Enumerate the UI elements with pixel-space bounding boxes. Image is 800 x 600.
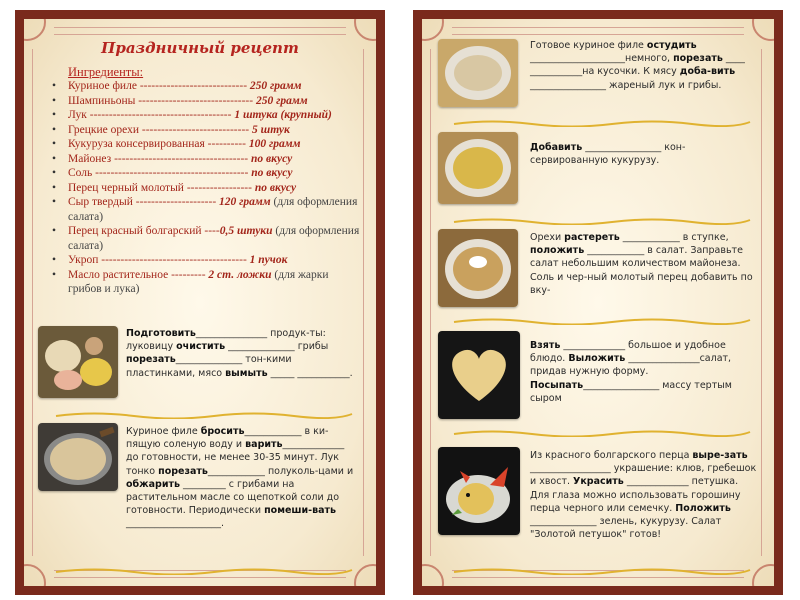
step-text-prepare: Подготовить_______________ продук-ты: луковицу очистить ______________ грибы порезать______________ тон-кими пластинками, мясо вымыть _____ ___________. [126,328,353,379]
ingredient-amount: 1 пучок [249,254,288,266]
ingredient-dash: ---- [201,225,220,237]
ingredient-name: Кукуруза консервированная [68,138,205,150]
ingredient-item [46,123,364,138]
divider-swirl [452,429,752,437]
step-photo-chicken [438,39,518,107]
ingredient-item [46,268,364,297]
left-paper [24,19,376,586]
ingredient-name: Перец красный болгарский [68,225,202,237]
ingredients-list [46,79,364,297]
divider-swirl [452,119,752,127]
ingredient-item [46,108,364,123]
ingredient-dash: --------- [168,268,209,281]
step-photo-ingredients [38,326,118,398]
ingredient-name: Перец черный молотый [68,181,184,194]
ingredients-header: Ингредиенты: [68,65,144,79]
corner-ornament [24,19,46,41]
ingredient-item [46,166,364,181]
ingredient-name: Грецкие орехи [68,123,140,136]
step-text-cook: Куриное филе бросить____________ в ки-пящую соленую воду и варить_____________ до готовности, не менее 30-35 минут. Лук тонко порезать____________ полуколь-цами и обжарить _________ с грибами на растительном масле со щепоткой соли до готовности. Периодически помеши-вать ____________________. [126,426,354,530]
ingredient-name: Укроп [68,254,99,266]
border-ornament [761,49,766,556]
corner-ornament [354,564,376,586]
ingredient-item [46,79,364,94]
ingredient-amount: 250 грамм [255,94,308,107]
corner-ornament [422,564,444,586]
step-photo-rooster [438,447,520,535]
ingredient-amount: 250 грамм [249,80,302,92]
divider-swirl [452,567,752,575]
left-recipe-card [15,10,385,595]
ingredient-dash: ------------------------------------- [86,109,235,121]
ingredient-name: Сыр твердый [68,196,133,208]
ingredient-amount: по вкусу [251,167,293,179]
step-text-chill: Готовое куриное филе остудить ____________________немного, порезать ____ ___________на кусочки. К мясу доба-вить ________________ жареный лук и грибы. [530,40,745,91]
step-photo-corn [438,132,518,204]
ingredient-dash: ---------------------------- [136,80,250,92]
ingredient-amount: 5 штук [252,123,290,136]
ingredient-item [46,94,364,109]
ingredient-name: Лук [68,109,87,121]
corner-ornament [354,19,376,41]
ingredient-item [46,224,364,253]
corner-ornament [752,19,774,41]
ingredient-note: (для оформления салата) [68,225,360,252]
divider-swirl [452,217,752,225]
ingredient-amount: 2 ст. ложки [208,268,272,281]
ingredient-name: Соль [68,167,93,179]
ingredient-dash: ---------------------------- [139,123,252,136]
ingredient-dash: ---------------------------------------- [92,167,252,179]
ingredient-name: Майонез [68,152,112,165]
ingredient-amount: 0,5 штуки [219,225,273,237]
ingredient-item [46,181,364,196]
divider-swirl [54,411,354,419]
ingredient-dash: ------------------------------ [135,94,256,107]
border-ornament [430,49,435,556]
ingredient-amount: по вкусу [254,181,297,194]
corner-ornament [422,19,444,41]
ingredient-item [46,137,364,152]
ingredient-note: (для оформления салата) [68,196,358,223]
ingredient-dash: ----------------------------------- [111,152,251,165]
corner-ornament [24,564,46,586]
step-photo-frying [38,423,118,491]
divider-swirl [452,317,752,325]
ingredient-item [46,152,364,167]
step-text-corn: Добавить ________________ кон-сервированную кукурузу. [530,142,686,167]
ingredient-dash: ---------- [204,138,249,150]
ingredient-dash: ----------------- [183,181,255,194]
border-ornament [32,49,37,556]
step-photo-walnuts [438,229,518,307]
step-text-decorate: Из красного болгарского перца выре-зать _________________ украшение: клюв, гребешок и хвост. Украсить _____________ петушка. Для глаза можно использовать горошину перца черного или семечку. Положить ______________ зелень, кукурузу. Салат "Золотой петушок" готов! [530,450,757,541]
ingredient-amount: 120 грамм [219,196,271,208]
ingredient-amount: 1 штука (крупный) [234,109,332,121]
right-paper [422,19,774,586]
ingredient-dash: --------------------- [132,196,220,208]
step-text-shape: Взять _____________ большое и удобное блюдо. Выложить _______________салат, придав нужную форму. Посыпать________________ массу тертым сыром [530,340,732,404]
ingredient-amount: по вкусу [250,152,293,165]
ingredient-dash: -------------------------------------- [98,254,250,266]
divider-swirl [54,567,354,575]
ingredient-name: Куриное филе [68,80,137,92]
ingredient-amount: 100 грамм [248,138,301,150]
recipe-title: Праздничный рецепт [101,39,299,57]
step-photo-heart-shape [438,331,520,419]
step-text-walnuts: Орехи растереть ____________ в ступке, положить ____________ в салат. Заправьте салат небольшим количеством майонеза. Соль и чер-ный молотый перец добавить по вку- [530,232,753,296]
ingredient-item [46,253,364,268]
ingredient-name: Масло растительное [68,268,169,281]
border-ornament [54,27,346,35]
border-ornament [452,27,744,35]
corner-ornament [752,564,774,586]
ingredient-note: (для жарки грибов и лука) [68,268,329,295]
right-recipe-card [413,10,783,595]
ingredient-item [46,195,364,224]
ingredient-name: Шампиньоны [68,94,136,107]
